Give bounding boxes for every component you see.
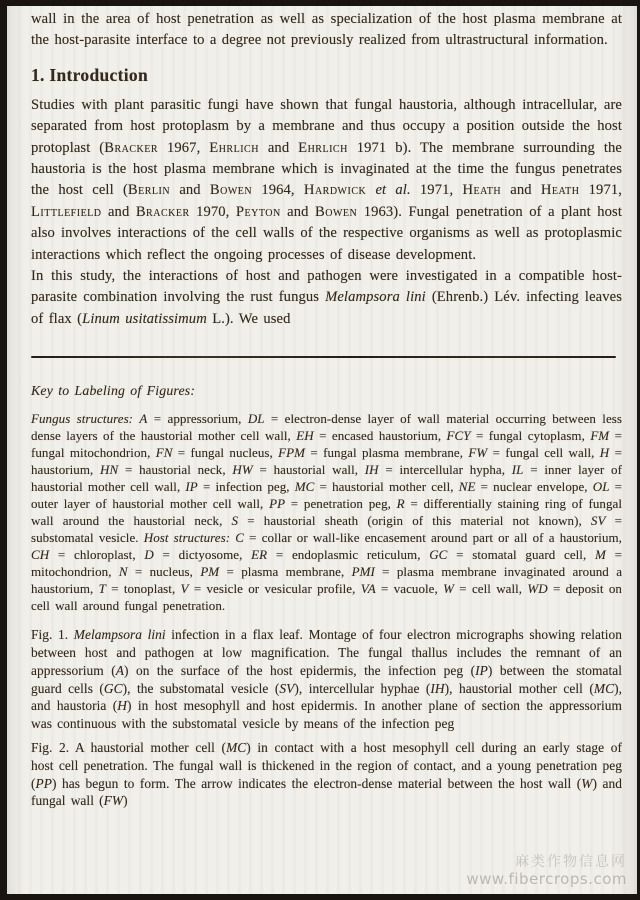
watermark [466, 855, 627, 887]
introduction-heading: 1. Introduction [31, 64, 148, 85]
watermark-site-name: 麻类作物信息网 [515, 854, 627, 871]
page-content [7, 6, 637, 894]
watermark-url: www.fibercrops.com [466, 869, 627, 888]
figure-2-caption: Fig. 2. A haustorial mother cell (MC) in contact with a host mesophyll cell during an early stage of host cell penetration. The fungal wall is thickened in the region of contact, and a young penetration peg (PP) has begun to form. The arrow indicates the electron-dense material between the host wall (W) and fungal wall (FW) [31, 740, 622, 809]
introduction-paragraph-2: In this study, the interactions of host and pathogen were investigated in a compatible host-parasite combination involving the rust fungus Melampsora lini (Ehrenb.) Lév. infecting leaves of flax (Linum usitatissimum L.). We used [31, 268, 622, 327]
figure-key-heading: Key to Labeling of Figures: [31, 383, 196, 399]
continued-paragraph: wall in the area of host penetration as well as specialization of the host plasma membrane at the host-parasite interface to a degree not previously realized from ultrastructural information. [31, 11, 622, 49]
figure-key-body: Fungus structures: A = appressorium, DL = electron-dense layer of wall material occurring between less dense layers of the haustorial mother cell wall, EH = encased haustorium, FCY = fungal cytoplasm, FM = fungal mitochondrion, FN = fungal nucleus, FPM = fungal plasma membrane, FW = fungal cell wall, H = haustorium, HN = haustorial neck, HW = haustorial wall, IH = intercellular hypha, IL = inner layer of haustorial mother cell wall, IP = infection peg, MC = haustorial mother cell, NE = nuclear envelope, OL = outer layer of haustorial mother cell wall, PP = penetration peg, R = differentially staining ring of fungal wall around the haustorial neck, S = haustorial sheath (origin of this material not known), SV = substomatal vesicle. Host structures: C = collar or wall-like encasement around part or all of a haustorium, CH = chloroplast, D = dictyosome, ER = endoplasmic reticulum, GC = stomatal guard cell, M = mitochondrion, N = nucleus, PM = plasma membrane, PMI = plasma membrane invaginated around a haustorium, T = tonoplast, V = vesicle or vesicular profile, VA = vacuole, W = cell wall, WD = deposit on cell wall around fungal penetration. [31, 411, 623, 614]
figure-1-caption: Fig. 1. Melampsora lini infection in a flax leaf. Montage of four electron micrographs showing relation between host and pathogen at low magnification. The fungal thallus includes the remnant of an appressorium (A) on the surface of the host epidermis, the infection peg (IP) between the stomatal guard cells (GC), the substomatal vesicle (SV), intercellular hyphae (IH), haustorial mother cell (MC), and haustoria (H) in host mesophyll and host epidermis. In another plane of section the appressorium was continuous with the substomatal vesicle by means of the infection peg [31, 627, 623, 732]
section-divider-rule [31, 356, 616, 358]
introduction-paragraph-1: Studies with plant parasitic fungi have shown that fungal haustoria, although intracellular, are separated from host protoplasm by a membrane and thus occupy a position outside the host protoplast (Bracker 1967, Ehrlich and Ehrlich 1971 b). The membrane surrounding the haustoria is the host plasma membrane which is invaginated at the time the fungus penetrates the host cell (Berlin and Bowen 1964, Hardwick et al. 1971, Heath and Heath 1971, Littlefield and Bracker 1970, Peyton and Bowen 1963). Fungal penetration of a plant host also involves interactions of the cell walls of the respective organisms as well as protoplasmic interactions which reflect the ongoing processes of disease development. [31, 96, 622, 263]
